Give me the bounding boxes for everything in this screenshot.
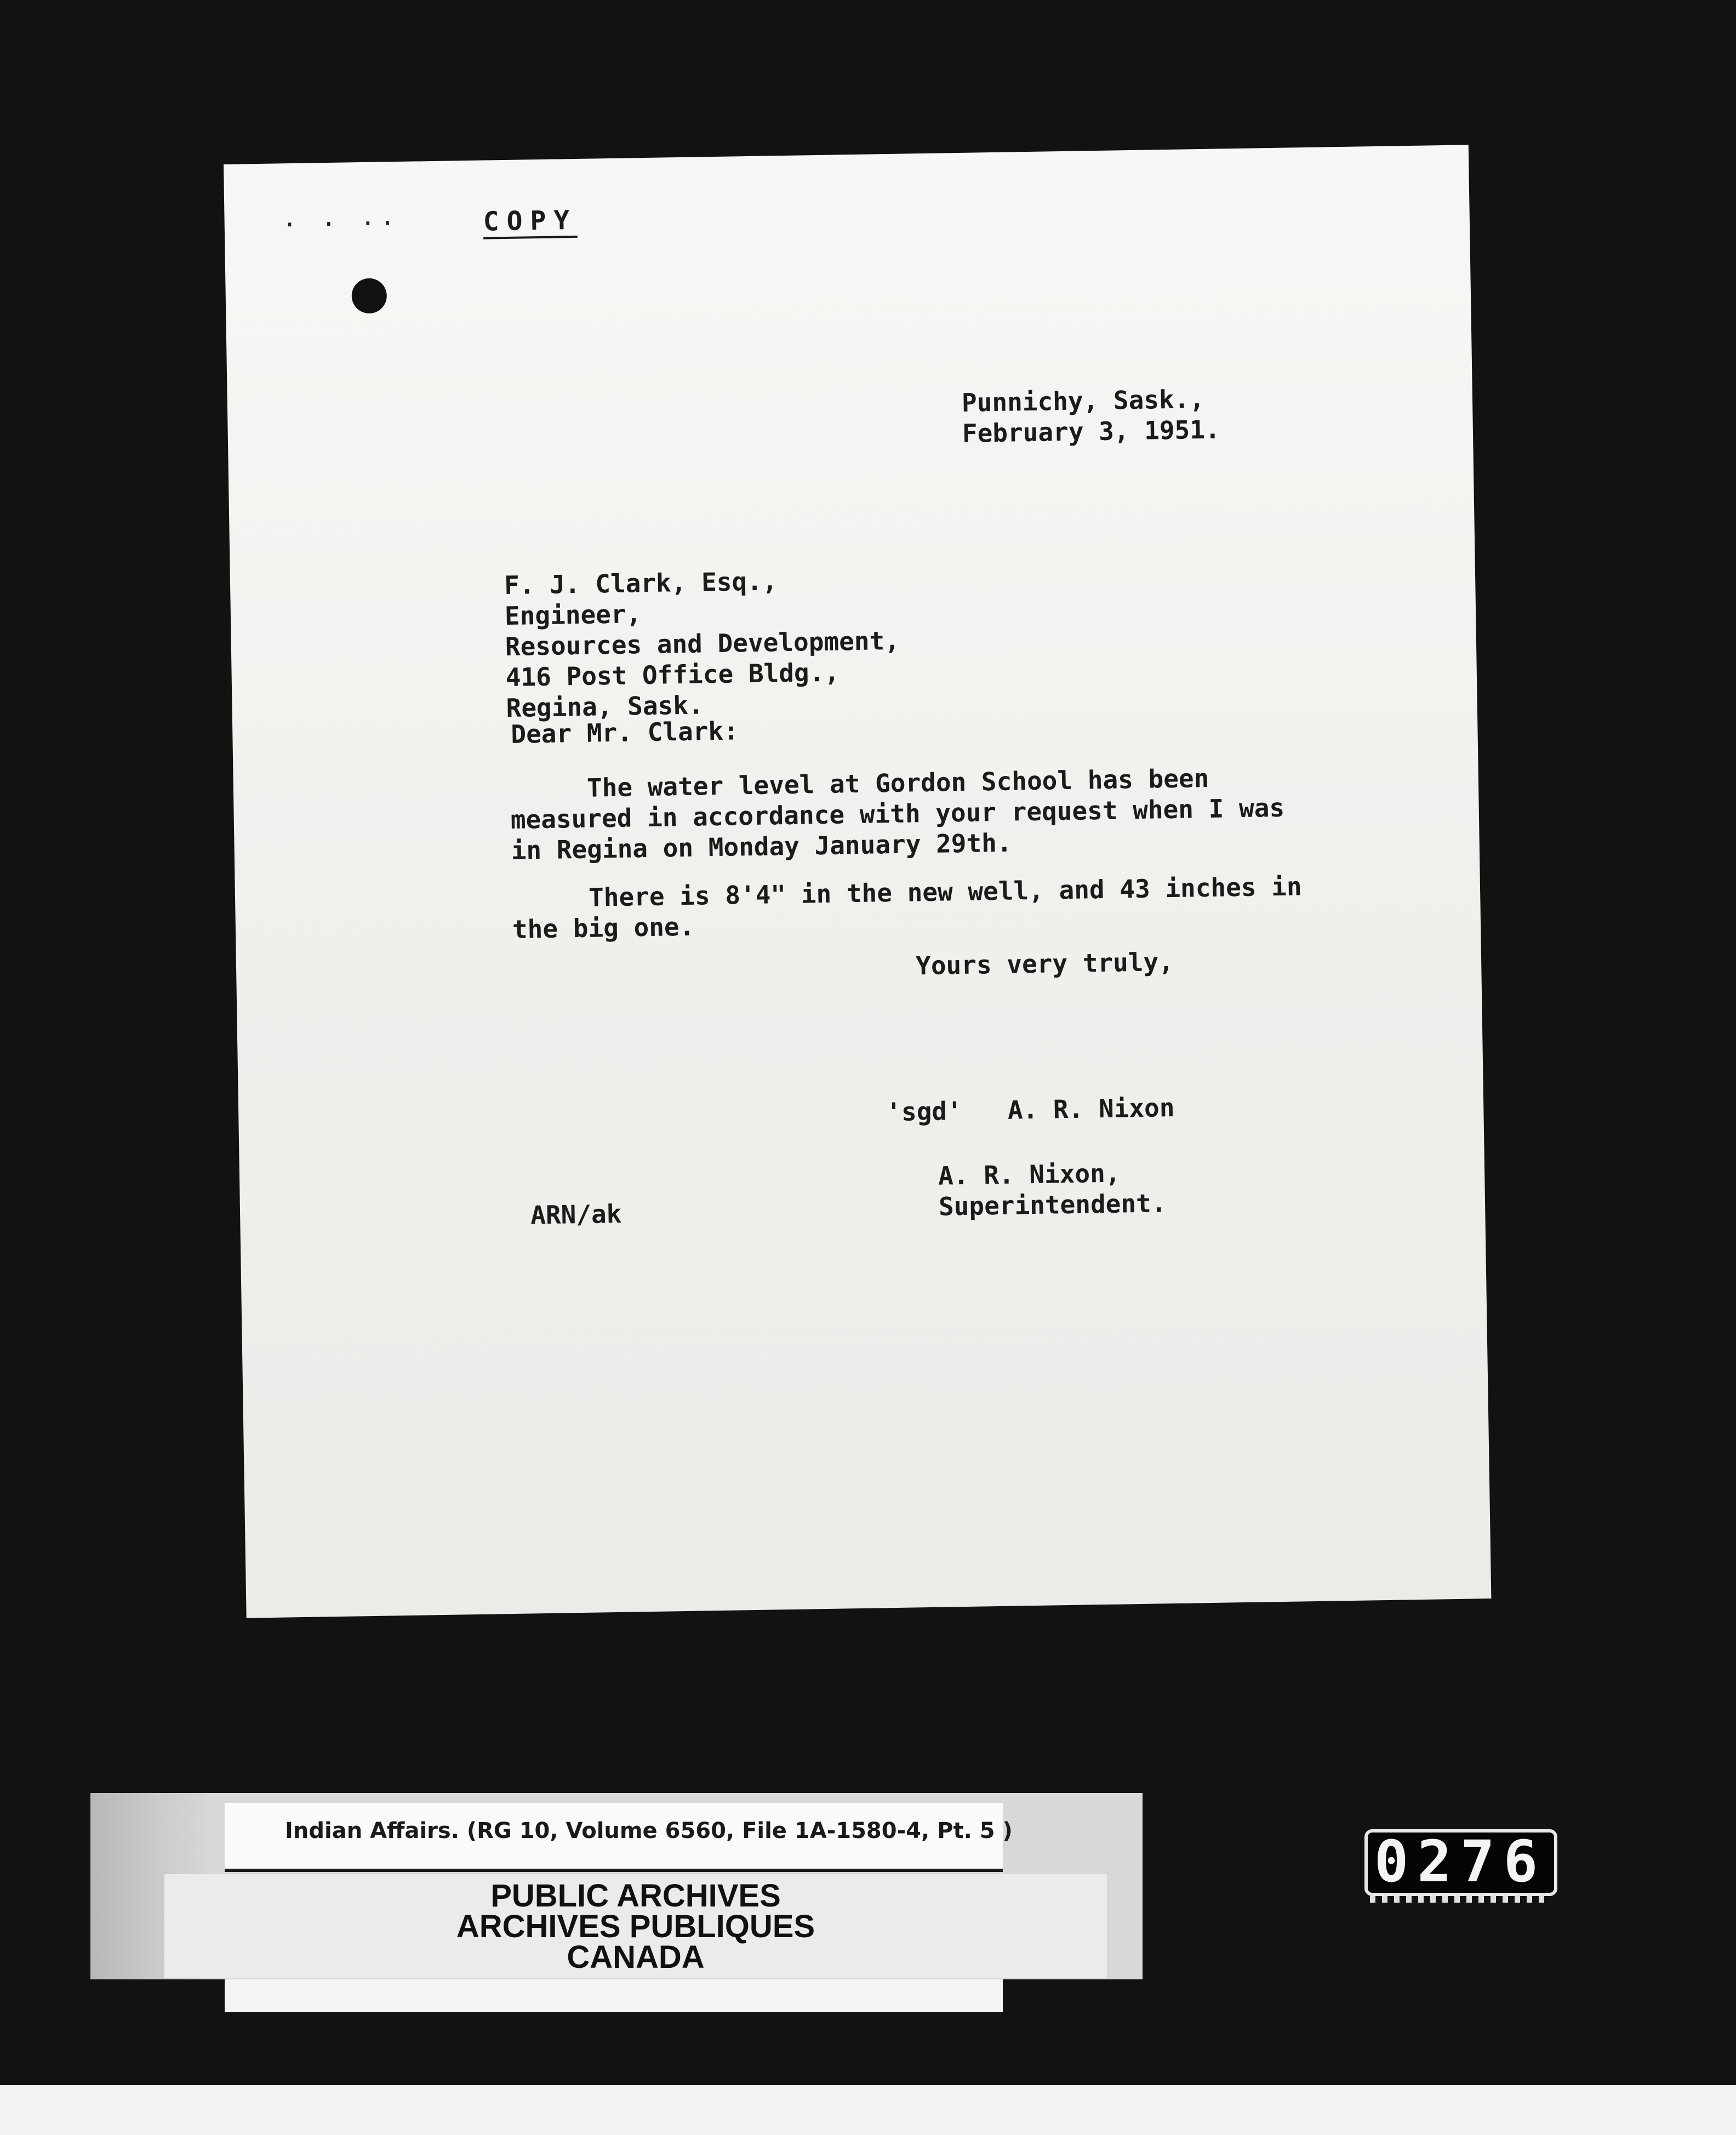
film-edge-strip <box>0 2085 1736 2135</box>
archives-line-1: PUBLIC ARCHIVES <box>490 1878 781 1914</box>
address-line: 416 Post Office Bldg., <box>505 657 840 693</box>
letter-date: February 3, 1951. <box>962 414 1221 448</box>
closing: Yours very truly, <box>915 946 1174 981</box>
typist-initials: ARN/ak <box>530 1198 622 1230</box>
copy-label: COPY <box>483 204 578 237</box>
address-line: Resources and Development, <box>505 625 900 662</box>
signer-block <box>938 1157 1167 1222</box>
archives-stamp <box>307 1878 964 1975</box>
signer-name: A. R. Nixon, <box>938 1158 1121 1191</box>
address-line: F. J. Clark, Esq., <box>504 566 778 601</box>
signed-line: 'sgd' A. R. Nixon <box>886 1092 1175 1127</box>
label-tab <box>225 1979 1003 2012</box>
archive-reference: Indian Affairs. (RG 10, Volume 6560, File 1A-1580-4, Pt. 5 ) <box>285 1818 1013 1843</box>
archives-line-3: CANADA <box>567 1939 705 1975</box>
paragraph-1-text: The water level at Gordon School has been measured in accordance with your request when I was in Regina on Monday January 29th. <box>510 763 1285 865</box>
address-line: Engineer, <box>504 599 642 631</box>
recipient-address <box>504 564 901 723</box>
body-paragraph-2 <box>512 871 1324 945</box>
place-date-block <box>962 384 1221 449</box>
speck-marks: . . .. <box>282 201 400 233</box>
archives-line-2: ARCHIVES PUBLIQUES <box>456 1909 815 1944</box>
paragraph-2-text: There is 8'4" in the new well, and 43 inches in the big one. <box>512 871 1302 944</box>
salutation: Dear Mr. Clark: <box>510 716 739 749</box>
address-line: Regina, Sask. <box>506 690 704 723</box>
letter-place: Punnichy, Sask., <box>961 384 1205 418</box>
body-paragraph-1 <box>510 761 1322 866</box>
signer-title: Superintendent. <box>938 1188 1167 1221</box>
letter-sheet <box>224 145 1491 1618</box>
frame-counter: 0276 <box>1374 1828 1547 1895</box>
ink-blot <box>351 278 387 313</box>
counter-tick-marks <box>1370 1896 1545 1903</box>
